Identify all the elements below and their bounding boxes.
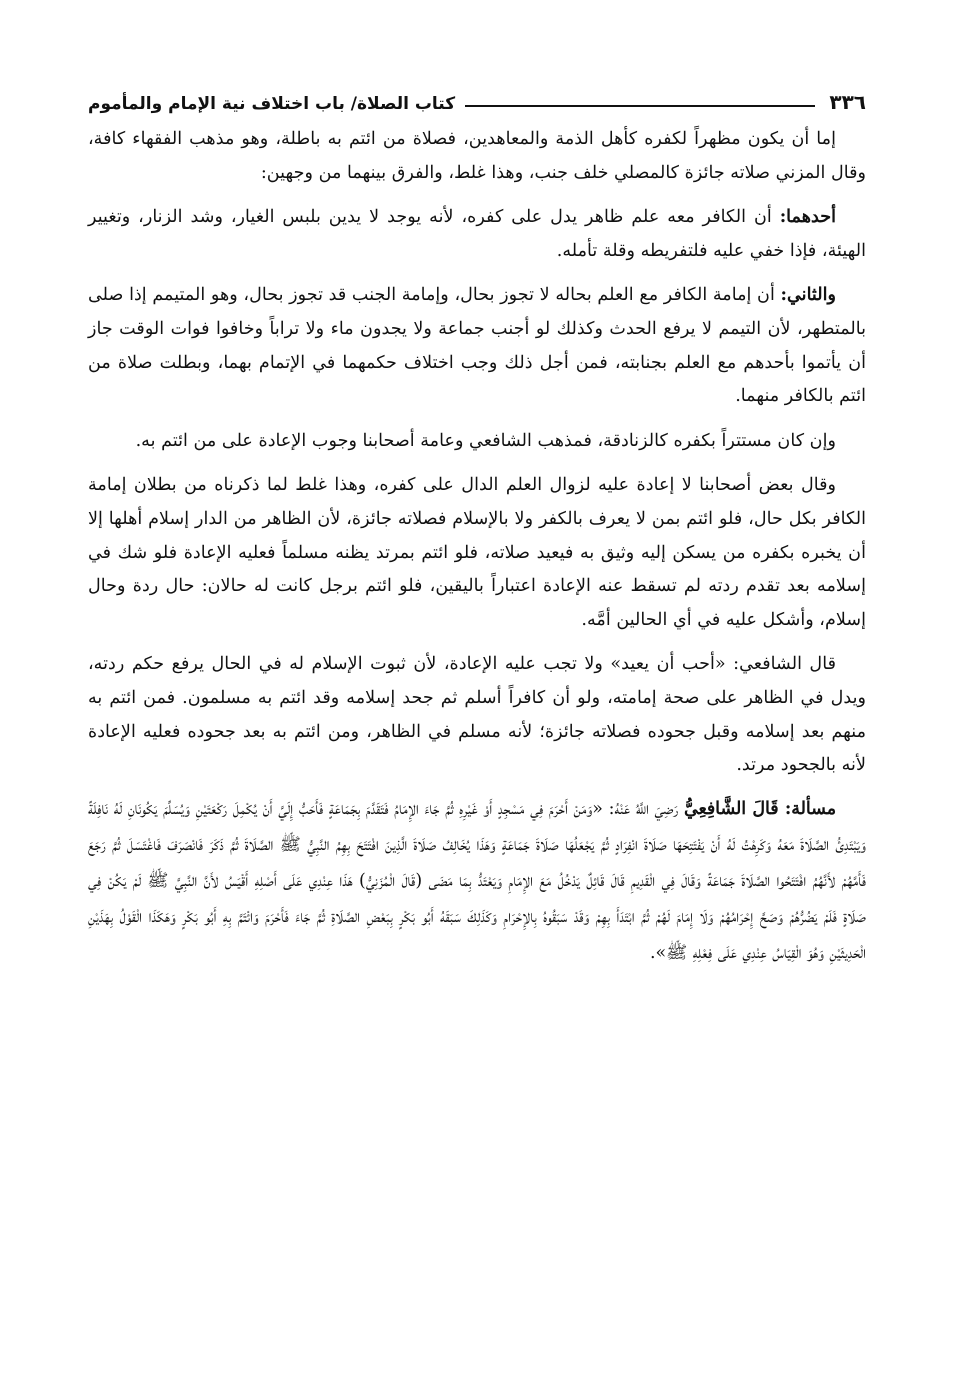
masala-paragraph xyxy=(88,791,866,971)
paragraph-lead: والثاني: xyxy=(780,284,836,306)
paragraph-lead: أحدهما: xyxy=(779,206,836,228)
body-text xyxy=(88,122,866,971)
paragraph-1 xyxy=(88,122,866,190)
masala-speaker: قَالَ الشَّافِعِيُّ xyxy=(683,798,785,819)
paragraph-4 xyxy=(88,424,866,459)
paragraph-5 xyxy=(88,468,866,637)
paragraph-3 xyxy=(88,278,866,413)
paragraph-text: وإن كان مستتراً بكفره كالزنادقة، فمذهب الشافعي وعامة أصحابنا وجوب الإعادة على من ائتم به. xyxy=(135,430,836,451)
header-title: كتاب الصلاة/ باب اختلاف نية الإمام والمأموم xyxy=(88,94,456,114)
paragraph-text: أن إمامة الكافر مع العلم بحاله لا تجوز بحال، وإمامة الجنب قد تجوز بحال، وهو المتيمم إذا صلى بالمتطهر، لأن التيمم لا يرفع الحدث وكذلك لو أجنب جماعة ولا يجدون ماء ولا تراباً وخافوا فوات الوقت جاز أن يأتموا بأحدهم مع العلم بجنابته، فمن أجل ذلك وجب اختلاف حكمهما في الإتمام بهما، وبطلت صلاة من ائتم بالكافر منهما. xyxy=(88,285,866,407)
paragraph-text: قال الشافعي: «أحب أن يعيد» ولا تجب عليه الإعادة، لأن ثبوت الإسلام له في الحال يرفع حكم ردته، ويدل في الظاهر على صحة إمامته، ولو أن كافراً أسلم ثم جحد إسلامه وقد ائتم به مسلمون. فمن ائتم به منهم بعد إسلامه وقبل جحوده فصلاته جائزة؛ لأنه مسلم في الظاهر، ومن ائتم به بعد جحوده فعليه الإعادة لأنه بالجحود مرتد. xyxy=(88,654,866,776)
masala-label: مسألة: xyxy=(784,798,837,819)
paragraph-text: إما أن يكون مظهراً لكفره كأهل الذمة والمعاهدين، فصلاة من ائتم به باطلة، وهو مذهب الفقهاء كافة، وقال المزني صلاته جائزة كالمصلي خلف جنب، وهذا غلط، والفرق بينهما من وجهين: xyxy=(88,129,866,183)
page-number: ٣٣٦ xyxy=(829,90,866,114)
masala-text: رَضِيَ اللَّهُ عَنْهُ: «وَمَنْ أَحْرَمَ فِي مَسْجِدٍ أَوْ غَيْرِهِ ثُمَّ جَاءَ الإِمَامُ فَتَقَدَّمَ بِجَمَاعَةٍ فَأَحَبُّ إِلَيَّ أَنْ يُكْمِلَ رَكْعَتَيْنِ وَيُسَلِّمَ يَكُونَانِ لَهُ نَافِلَةً وَيَبْتَدِئُ الصَّلَاةَ مَعَهُ وَكَرِهْتُ لَهُ أَنْ يَفْتَتِحَهَا صَلَاةَ انْفِرَادٍ ثُمَّ يَجْعَلُهَا صَلَاةَ جَمَاعَةٍ وَهَذَا يُخَالِفُ صَلَاةَ الَّذِينَ افْتَتَحَ بِهِمُ النَّبِيُّ ﷺ الصَّلَاةَ ثُمَّ ذَكَرَ فَانْصَرَفَ فَاغْتَسَلَ ثُمَّ رَجَعَ فَأَمَّهُمْ لأَنَّهُمُ افْتَتَحُوا الصَّلَاةَ جَمَاعَةً وَقَالَ فِي الْقَدِيمِ قَالَ قَائِلٌ يَدْخُلُ مَعَ الإِمَامِ وَيَعْتَدُّ بِمَا مَضَى (قَالَ الْمُزَنِيُّ) هَذَا عِنْدِي عَلَى أَصْلِهِ أَقْيَسُ لأَنَّ النَّبِيَّ ﷺ لَمْ يَكُنْ فِي صَلَاةٍ فَلَمْ يَضُرُّهُمْ وَصَحَّ إِحْرَامُهُمْ وَلَا إِمَامَ لَهُمْ ثُمَّ ابْتَدَأَ بِهِمْ وَقَدْ سَبَقُوهُ بِالإِحْرَامِ وَكَذَلِكَ سَبَقَهُ أَبُو بَكْرٍ بِبَعْضِ الصَّلَاةِ ثُمَّ جَاءَ فَأَحْرَمَ وَائْتَمَّ بِهِ أَبُو بَكْرٍ وَهَكَذَا الْقَوْلُ بِهَذَيْنِ الْحَدِيثَيْنِ وَهُوَ الْقِيَاسُ عِنْدِي عَلَى فِعْلِهِ ﷺ». xyxy=(88,798,866,963)
header-rule xyxy=(465,105,815,107)
paragraph-text: أن الكافر معه علم ظاهر يدل على كفره، لأنه يوجد لا يدين بلبس الغيار، وشد الزنار، وتغيير الهيئة، فإذا خفي عليه فلتفريطه وقلة تأمله. xyxy=(88,207,866,261)
paragraph-2 xyxy=(88,200,866,268)
paragraph-6 xyxy=(88,647,866,782)
running-header xyxy=(88,82,866,114)
paragraph-text: وقال بعض أصحابنا لا إعادة عليه لزوال العلم الدال على كفره، وهذا غلط لما ذكرناه من بطلان إمامة الكافر بكل حال، فلو ائتم بمن لا يعرف بالكفر ولا بالإسلام فصلاته جائزة، لأن الظاهر من الدار إسلام أهلها إلا أن يخبره بكفره من يسكن إليه وثيق به فيعيد صلاته، فلو ائتم بمرتد يظنه مسلماً فعليه الإعادة فلو شك في إسلامه بعد تقدم ردته لم تسقط عنه الإعادة اعتباراً باليقين، فلو ائتم برجل كانت له حالان: حال ردة وحال إسلام، وأشكل عليه في أي الحالين أمَّه. xyxy=(88,475,866,630)
